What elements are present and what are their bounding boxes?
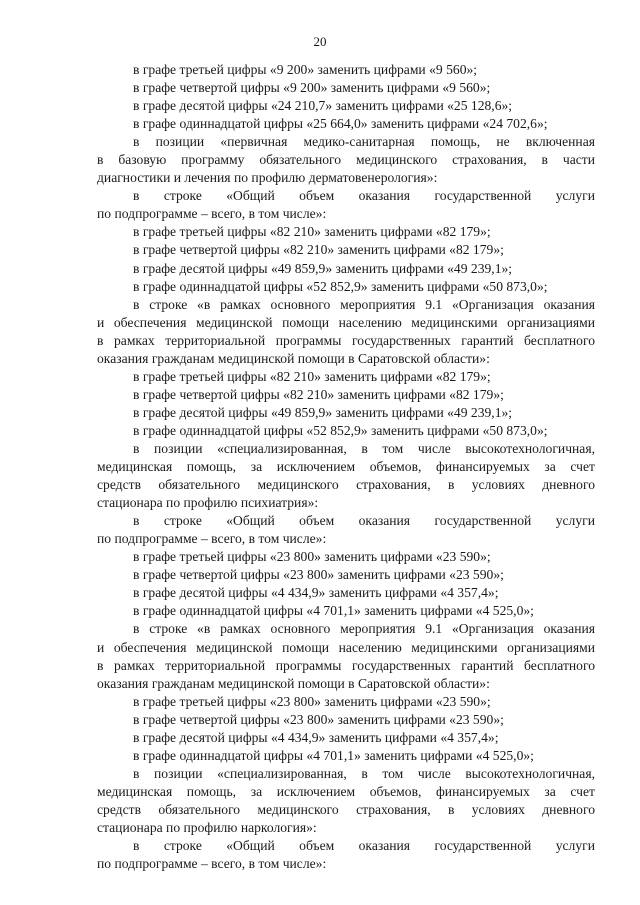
text-line: в графе десятой цифры «49 859,9» заменить цифрами «49 239,1»; — [133, 260, 513, 276]
text-line: в графе одиннадцатой цифры «4 701,1» заменить цифрами «4 525,0»; — [133, 747, 534, 763]
text-line: в позиции «первичная медико-санитарная помощь, не включенная — [133, 134, 595, 150]
text-line: стационара по профилю наркология»: — [97, 819, 317, 835]
text-line: в графе третьей цифры «9 200» заменить цифрами «9 560»; — [133, 62, 478, 77]
text-line: в строке «в рамках основного мероприятия 9.1 «Организация оказания — [133, 621, 595, 637]
text-line: в базовую программу обязательного медицинского страхования, в части — [97, 152, 595, 168]
text-line: средств обязательного медицинского страхования, в условиях дневного — [97, 477, 595, 493]
text-line: и обеспечения медицинской помощи населению медицинскими организациями — [97, 314, 595, 330]
document-body — [97, 61, 595, 873]
text-line: в позиции «специализированная, в том числе высокотехнологичная, — [133, 440, 595, 456]
text-line: в графе четвертой цифры «82 210» заменить цифрами «82 179»; — [133, 386, 504, 402]
text-line: в графе десятой цифры «24 210,7» заменить цифрами «25 128,6»; — [133, 98, 513, 114]
text-line: в рамках территориальной программы государственных гарантий бесплатного — [97, 332, 595, 348]
text-line: в графе третьей цифры «23 800» заменить цифрами «23 590»; — [133, 693, 491, 709]
text-line: в графе четвертой цифры «23 800» заменить цифрами «23 590»; — [133, 567, 504, 583]
text-line: в графе одиннадцатой цифры «52 852,9» заменить цифрами «50 873,0»; — [133, 278, 548, 294]
text-line: в строке «Общий объем оказания государственной услуги — [133, 838, 595, 854]
text-line: в рамках территориальной программы государственных гарантий бесплатного — [97, 657, 595, 673]
text-line: в графе третьей цифры «82 210» заменить цифрами «82 179»; — [133, 224, 491, 240]
text-line: медицинская помощь, за исключением объемов, финансируемых за счет — [97, 783, 595, 799]
text-line: в графе третьей цифры «23 800» заменить цифрами «23 590»; — [133, 549, 491, 565]
text-line: по подпрограмме – всего, в том числе»: — [97, 531, 327, 547]
text-line: в графе четвертой цифры «23 800» заменить цифрами «23 590»; — [133, 711, 504, 727]
text-line: в графе десятой цифры «4 434,9» заменить цифрами «4 357,4»; — [133, 729, 499, 745]
text-line: медицинская помощь, за исключением объемов, финансируемых за счет — [97, 459, 595, 475]
text-line: в строке «в рамках основного мероприятия 9.1 «Организация оказания — [133, 296, 595, 312]
text-line: диагностики и лечения по профилю дерматовенерология»: — [97, 170, 438, 186]
text-line: в графе одиннадцатой цифры «4 701,1» заменить цифрами «4 525,0»; — [133, 603, 534, 619]
text-line: в графе третьей цифры «82 210» заменить цифрами «82 179»; — [133, 368, 491, 384]
text-line: оказания гражданам медицинской помощи в Саратовской области»: — [97, 675, 490, 691]
text-line: в графе одиннадцатой цифры «52 852,9» заменить цифрами «50 873,0»; — [133, 422, 548, 438]
text-line: в графе четвертой цифры «9 200» заменить цифрами «9 560»; — [133, 80, 491, 96]
text-line: в позиции «специализированная, в том числе высокотехнологичная, — [133, 765, 595, 781]
text-line: по подпрограмме – всего, в том числе»: — [97, 856, 327, 872]
text-line: оказания гражданам медицинской помощи в Саратовской области»: — [97, 350, 490, 366]
text-line: в графе одиннадцатой цифры «25 664,0» заменить цифрами «24 702,6»; — [133, 116, 548, 132]
text-line: в строке «Общий объем оказания государственной услуги — [133, 513, 595, 529]
text-line: в графе десятой цифры «49 859,9» заменить цифрами «49 239,1»; — [133, 404, 513, 420]
text-line: стационара по профилю психиатрия»: — [97, 495, 319, 511]
text-line: по подпрограмме – всего, в том числе»: — [97, 206, 327, 222]
text-line: в графе десятой цифры «4 434,9» заменить цифрами «4 357,4»; — [133, 585, 499, 601]
text-line: средств обязательного медицинского страхования, в условиях дневного — [97, 801, 595, 817]
text-line: и обеспечения медицинской помощи населению медицинскими организациями — [97, 639, 595, 655]
page-number: 20 — [313, 34, 327, 49]
text-line: в строке «Общий объем оказания государственной услуги — [133, 188, 595, 204]
text-line: в графе четвертой цифры «82 210» заменить цифрами «82 179»; — [133, 242, 504, 258]
